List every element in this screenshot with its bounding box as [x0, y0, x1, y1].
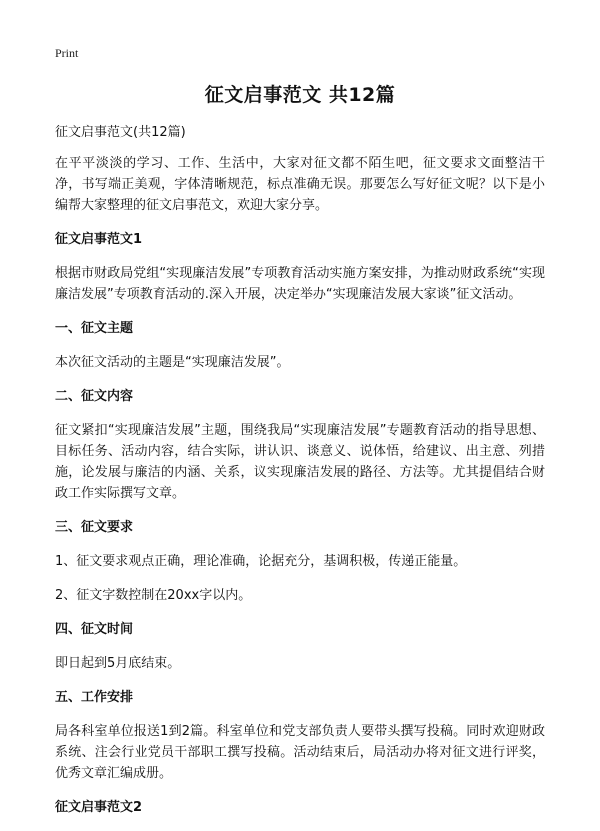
sample-1-heading: 征文启事范文1 — [55, 232, 143, 247]
requirement-item-1: 1、征文要求观点正确，理论准确，论据充分，基调积极，传递正能量。 — [55, 554, 467, 569]
requirement-item-2: 2、征文字数控制在20xx字以内。 — [55, 588, 252, 603]
sample-1-paragraph: 根据市财政局党组“实现廉洁发展”专项教育活动实施方案安排，为推动财政系统“实现廉洁发展”专项教育活动的.深入开展，决定举办“实现廉洁发展大家谈”征文活动。 — [55, 266, 545, 302]
sample-2-heading: 征文启事范文2 — [55, 800, 143, 815]
section-arrangement-paragraph: 局各科室单位报送1到2篇。科室单位和党支部负责人要带头撰写投稿。同时欢迎财政系统、注会行业党员干部职工撰写投稿。活动结束后，局活动办将对征文进行评奖，优秀文章汇编成册。 — [55, 724, 545, 781]
section-content-paragraph: 征文紧扣“实现廉洁发展”主题，围绕我局“实现廉洁发展”专题教育活动的指导思想、目标任务、活动内容，结合实际，讲认识、谈意义、说体悟，给建议、出主意、列措施，论发展与廉洁的内涵、关系，议实现廉洁发展的路径、方法等。尤其提倡结合财政工作实际撰写文章。 — [55, 423, 545, 501]
page-title: 征文启事范文 共12篇 — [204, 84, 396, 106]
section-requirements-heading: 三、征文要求 — [55, 520, 134, 535]
section-time-heading: 四、征文时间 — [55, 622, 134, 637]
section-arrangement-heading: 五、工作安排 — [55, 690, 134, 705]
section-theme-heading: 一、征文主题 — [55, 321, 134, 336]
intro-paragraph: 在平平淡淡的学习、工作、生活中，大家对征文都不陌生吧，征文要求文面整洁干净，书写端正美观，字体清晰规范，标点准确无误。那要怎么写好征文呢？以下是小编帮大家整理的征文启事范文，欢迎大家分享。 — [55, 156, 545, 213]
document-body — [55, 122, 545, 831]
section-content-heading: 二、征文内容 — [55, 389, 134, 404]
section-theme-paragraph: 本次征文活动的主题是“实现廉洁发展”。 — [55, 355, 290, 370]
document-subtitle: 征文启事范文(共12篇) — [55, 125, 186, 140]
section-time-paragraph: 即日起到5月底结束。 — [55, 656, 181, 671]
print-label: Print — [55, 46, 79, 60]
